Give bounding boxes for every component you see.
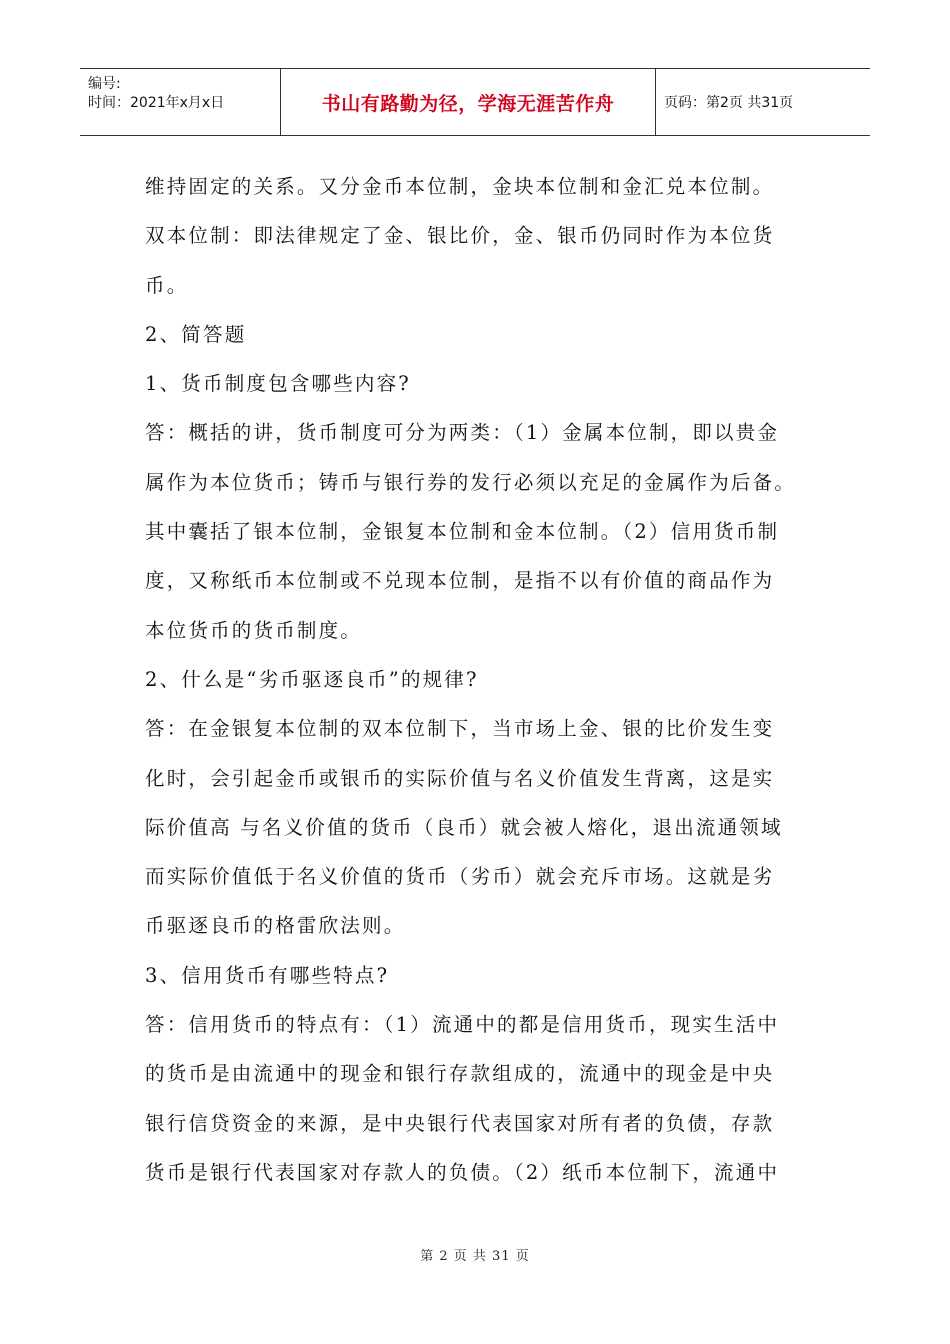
text-line: 币驱逐良币的格雷欣法则。 — [145, 914, 406, 938]
header-motto: 书山有路勤为径，学海无涯苦作舟 — [281, 69, 656, 135]
text-line: 际价值高 与名义价值的货币（良币）就会被人熔化，退出流通领域 — [145, 815, 783, 839]
text-line: 银行信贷资金的来源，是中央银行代表国家对所有者的负债，存款 — [145, 1111, 775, 1135]
time-label: 时间：2021年x月x日 — [88, 95, 225, 111]
header-page-info: 页码：第2页 共31页 — [664, 95, 794, 111]
text-line: 本位货币的货币制度。 — [145, 618, 363, 642]
page-footer: 第 2 页 共 31 页 — [420, 1249, 530, 1264]
text-line: 而实际价值低于名义价值的货币（劣币）就会充斥市场。这就是劣 — [145, 865, 775, 889]
text-line: 答：在金银复本位制的双本位制下，当市场上金、银的比价发生变 — [145, 717, 775, 741]
text-line: 答：概括的讲，货币制度可分为两类：（1）金属本位制，即以贵金 — [145, 421, 780, 445]
question: 1、货币制度包含哪些内容? — [145, 372, 411, 396]
section-heading: 2、简答题 — [145, 322, 247, 346]
text-line: 的货币是由流通中的现金和银行存款组成的，流通中的现金是中央 — [145, 1062, 775, 1086]
text-line: 属作为本位货币；铸币与银行券的发行必须以充足的金属作为后备。 — [145, 470, 797, 494]
text-line: 维持固定的关系。又分金币本位制，金块本位制和金汇兑本位制。 — [145, 175, 775, 198]
text-line: 其中囊括了银本位制，金银复本位制和金本位制。（2）信用货币制 — [145, 520, 780, 544]
number-label: 编号: — [88, 76, 121, 92]
question: 2、什么是“劣币驱逐良币”的规律? — [145, 667, 479, 691]
text-line: 货币是银行代表国家对存款人的负债。（2）纸币本位制下，流通中 — [145, 1160, 780, 1184]
text-line: 度，又称纸币本位制或不兑现本位制，是指不以有价值的商品作为 — [145, 569, 775, 593]
text-line: 双本位制：即法律规定了金、银比价，金、银币仍同时作为本位货 — [145, 224, 775, 248]
header-meta — [80, 69, 281, 135]
question: 3、信用货币有哪些特点? — [145, 963, 390, 987]
document-body — [145, 162, 815, 1197]
text-line: 币。 — [145, 273, 189, 297]
text-line: 化时，会引起金币或银币的实际价值与名义价值发生背离，这是实 — [145, 766, 775, 790]
page-header — [80, 68, 870, 136]
text-line: 答：信用货币的特点有：（1）流通中的都是信用货币，现实生活中 — [145, 1013, 780, 1037]
